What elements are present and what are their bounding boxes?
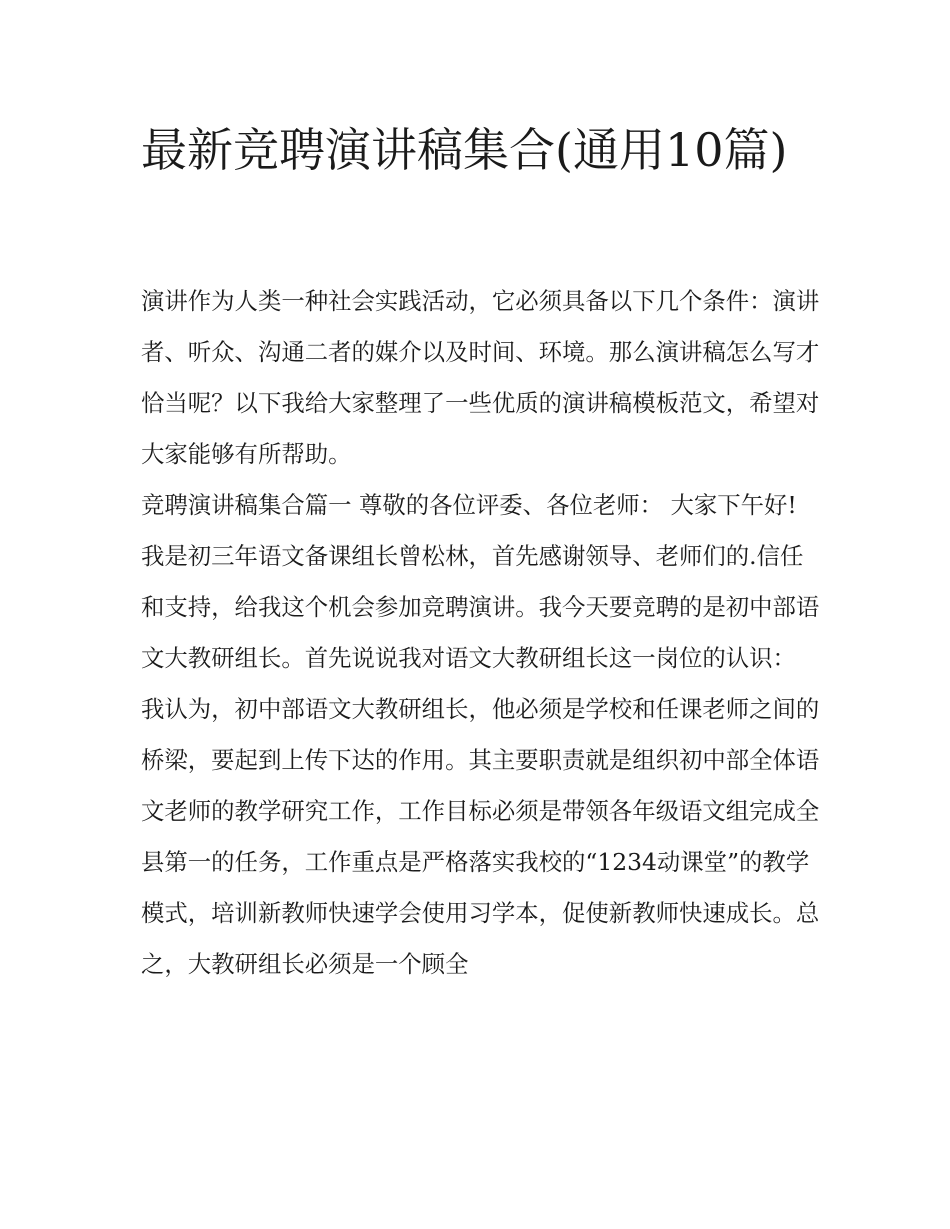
paragraph-intro: 演讲作为人类一种社会实践活动，它必须具备以下几个条件：演讲者、听众、沟通二者的媒介以及时间、环境。那么演讲稿怎么写才恰当呢？以下我给大家整理了一些优质的演讲稿模板范文，希望对大家能够有所帮助。 bbox=[141, 287, 820, 468]
paragraph-speech-greeting: 竞聘演讲稿集合篇一 尊敬的各位评委、各位老师： 大家下午好! bbox=[141, 491, 797, 519]
document-title: 最新竞聘演讲稿集合(通用10篇) bbox=[141, 123, 788, 177]
paragraph-self-introduction: 我是初三年语文备课组长曾松林，首先感谢领导、老师们的.信任和支持，给我这个机会参加竞聘演讲。我今天要竞聘的是初中部语文大教研组长。首先说说我对语文大教研组长这一岗位的认识： bbox=[141, 542, 820, 672]
document-body bbox=[141, 276, 821, 990]
paragraph-role-understanding: 我认为，初中部语文大教研组长，他必须是学校和任课老师之间的桥梁，要起到上传下达的作用。其主要职责就是组织初中部全体语文老师的教学研究工作，工作目标必须是带领各年级语文组完成全县第一的任务，工作重点是严格落实我校的“1234动课堂”的教学模式，培训新教师快速学会使用习学本，促使新教师快速成长。总之，大教研组长必须是一个顾全 bbox=[141, 695, 820, 978]
